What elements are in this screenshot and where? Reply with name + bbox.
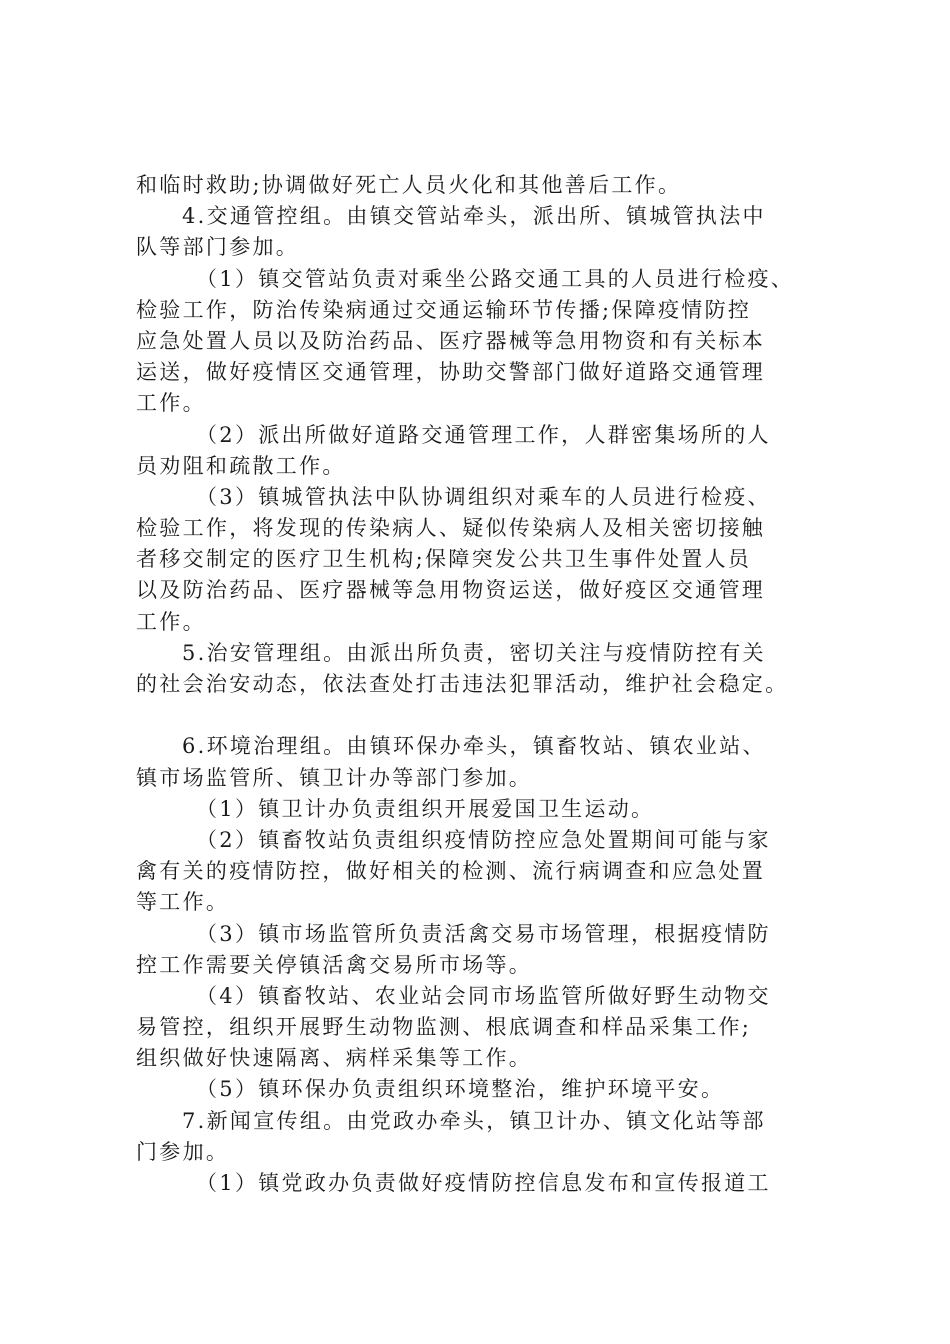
text-line: 队等部门参加。: [136, 235, 300, 260]
paragraph-start: （2）镇畜牧站负责组织疫情防控应急处置期间可能与家: [196, 827, 771, 852]
text-line: 工作。: [136, 391, 206, 416]
text-line: 员劝阻和疏散工作。: [136, 453, 346, 478]
text-line: 组织做好快速隔离、病样采集等工作。: [136, 1046, 533, 1071]
paragraph-start: （1）镇党政办负责做好疫情防控信息发布和宣传报道工: [196, 1171, 771, 1195]
text-line: 运送，做好疫情区交通管理，协助交警部门做好道路交通管理: [136, 360, 766, 385]
paragraph-start: （3）镇城管执法中队协调组织对乘车的人员进行检疫、: [196, 484, 771, 509]
paragraph-start: （1）镇交管站负责对乘坐公路交通工具的人员进行检疫、: [196, 266, 795, 291]
paragraph-start: （2）派出所做好道路交通管理工作，人群密集场所的人: [196, 422, 771, 447]
text-line: 控工作需要关停镇活禽交易所市场等。: [136, 952, 533, 977]
text-line: 门参加。: [136, 1139, 230, 1164]
text-line: 工作。: [136, 609, 206, 634]
blank-line: [136, 700, 836, 731]
text-line: 者移交制定的医疗卫生机构;保障突发公共卫生事件处置人员: [136, 547, 752, 572]
text-line: 检验工作，将发现的传染病人、疑似传染病人及相关密切接触: [136, 516, 766, 541]
text-line: 以及防治药品、医疗器械等急用物资运送，做好疫区交通管理: [136, 578, 766, 603]
text-line: 等工作。: [136, 890, 230, 915]
section-heading-public-security: 5.治安管理组。由派出所负责，密切关注与疫情防控有关: [182, 640, 766, 665]
text-line: 检验工作，防治传染病通过交通运输环节传播;保障疫情防控: [136, 297, 752, 322]
paragraph-start: （1）镇卫计办负责组织开展爱国卫生运动。: [196, 796, 655, 821]
section-heading-news-publicity: 7.新闻宣传组。由党政办牵头，镇卫计办、镇文化站等部: [182, 1108, 766, 1133]
paragraph-start: （3）镇市场监管所负责活禽交易市场管理，根据疫情防: [196, 921, 771, 946]
text-line: 镇市场监管所、镇卫计办等部门参加。: [136, 765, 533, 790]
text-line: 易管控，组织开展野生动物监测、根底调查和样品采集工作;: [136, 1015, 752, 1040]
paragraph-start: （5）镇环保办负责组织环境整治，维护环境平安。: [196, 1077, 725, 1102]
text-line: 的社会治安动态，依法查处打击违法犯罪活动，维护社会稳定。: [136, 672, 789, 696]
section-heading-traffic-control: 4.交通管控组。由镇交管站牵头，派出所、镇城管执法中: [182, 204, 766, 229]
section-heading-environment: 6.环境治理组。由镇环保办牵头，镇畜牧站、镇农业站、: [182, 734, 766, 759]
text-line: 禽有关的疫情防控，做好相关的检测、流行病调查和应急处置: [136, 859, 766, 884]
document-body: [136, 170, 836, 1199]
text-line: 应急处置人员以及防治药品、医疗器械等急用物资和有关标本: [136, 328, 766, 353]
text-line: 和临时救助;协调做好死亡人员火化和其他善后工作。: [136, 173, 682, 197]
paragraph-start: （4）镇畜牧站、农业站会同市场监管所做好野生动物交: [196, 983, 771, 1008]
